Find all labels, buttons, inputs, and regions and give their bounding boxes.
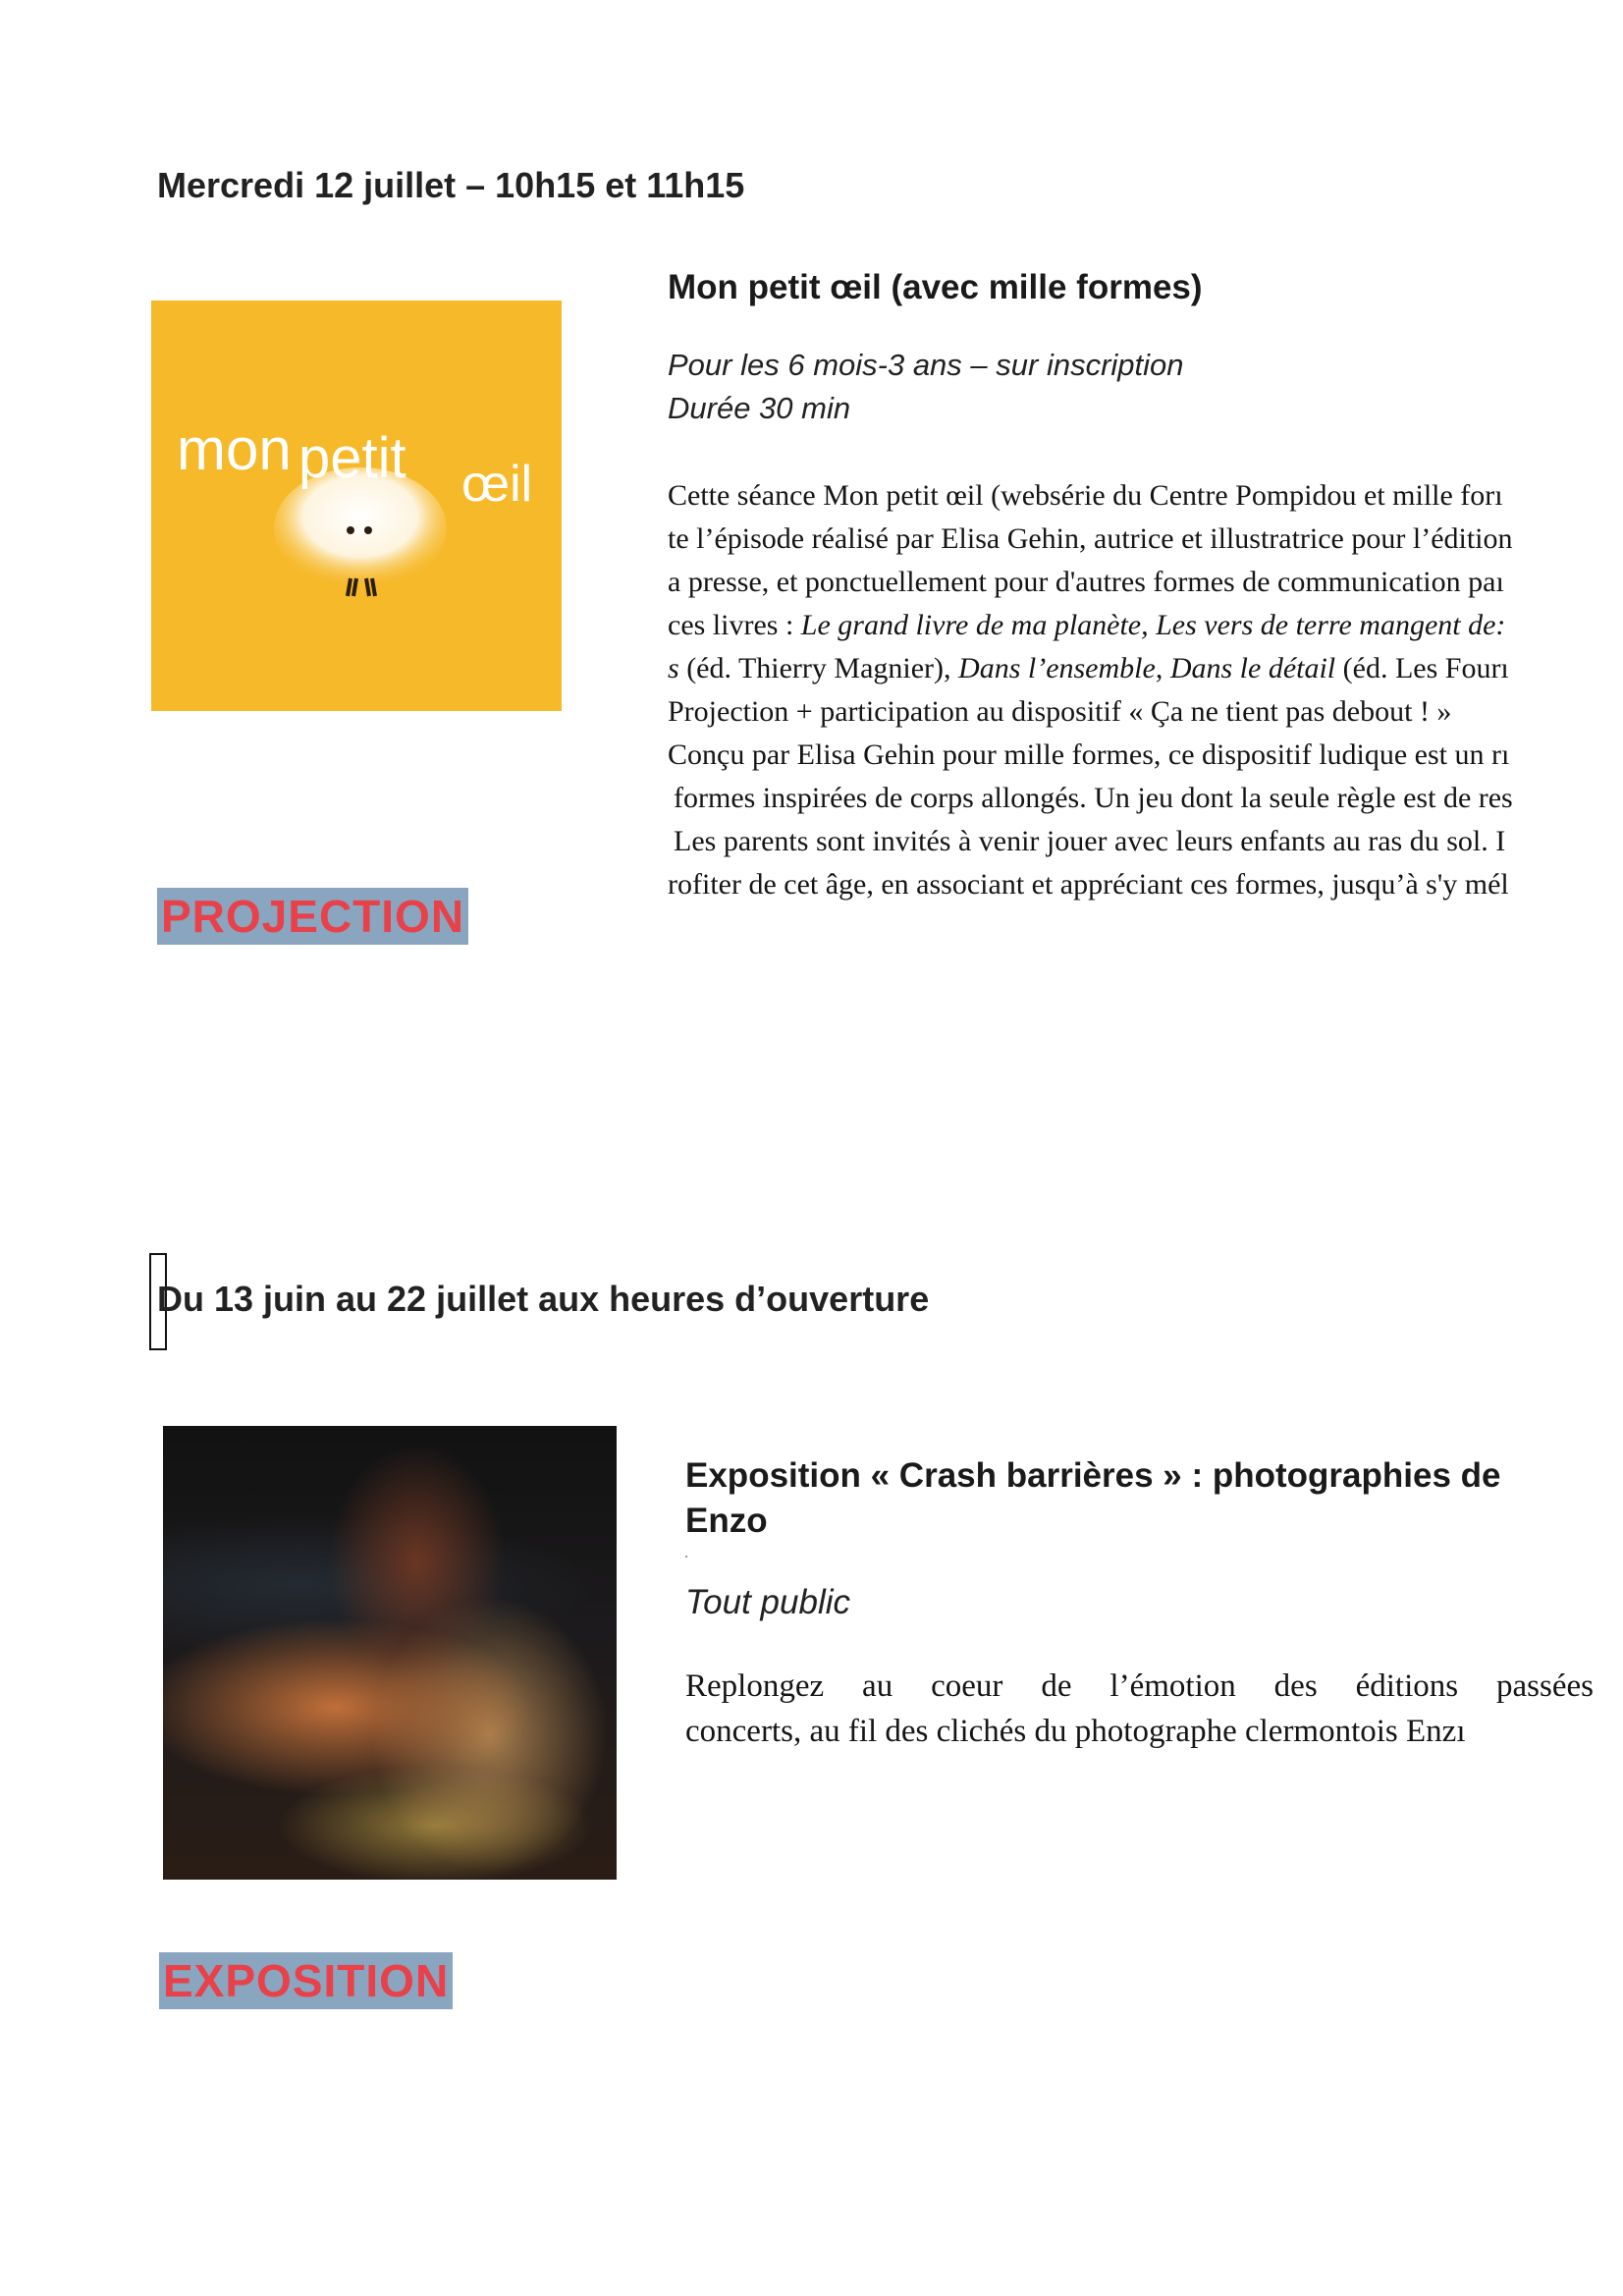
event1-desc-line: Cette séance Mon petit œil (websérie du Centre Pompidou et mille forı xyxy=(668,479,1503,512)
event1-desc-line: Projection + participation au dispositif « Ça ne tient pas debout ! » xyxy=(668,695,1452,728)
event1-desc-line: a presse, et ponctuellement pour d'autres formes de communication paı xyxy=(668,566,1504,598)
logo-artwork xyxy=(151,301,562,711)
exposition-tag: EXPOSITION xyxy=(159,1952,453,2009)
desc-text: (éd. Les Fourı xyxy=(1335,652,1509,684)
projection-tag: PROJECTION xyxy=(157,888,468,945)
event1-desc-line xyxy=(668,647,1603,690)
event2-description xyxy=(685,1664,1594,1754)
event2-title-line: Exposition « Crash barrières » : photographies de xyxy=(685,1456,1501,1495)
event1-audience: Pour les 6 mois-3 ans – sur inscription xyxy=(668,348,1184,382)
logo-word-petit: petit xyxy=(298,426,406,490)
book-title: Dans le détail xyxy=(1169,652,1336,684)
event1-desc-line: Conçu par Elisa Gehin pour mille formes, ce dispositif ludique est un rı xyxy=(668,738,1510,771)
event2-desc-line: concerts, au fil des clichés du photographe clermontois Enzı xyxy=(685,1714,1466,1749)
logo-word-mon: mon xyxy=(177,416,292,482)
event1-desc-line xyxy=(668,604,1603,647)
event2-title-line: Enzo xyxy=(685,1502,768,1540)
event2-title xyxy=(685,1453,1608,1544)
event1-duration: Durée 30 min xyxy=(668,391,851,425)
event1-desc-line: formes inspirées de corps allongés. Un jeu dont la seule règle est de res xyxy=(674,782,1513,814)
right-eye xyxy=(364,526,372,534)
event1-desc-line: Les parents sont invités à venir jouer avec leurs enfants au ras du sol. I xyxy=(674,825,1506,857)
mon-petit-oeil-logo xyxy=(151,301,562,711)
event1-desc-line: te l’épisode réalisé par Elisa Gehin, autrice et illustratrice pour l’édition xyxy=(668,522,1513,555)
event2-desc-line: Replongez au coeur de l’émotion des éditions passées xyxy=(685,1668,1594,1704)
left-eye xyxy=(347,526,354,534)
desc-text: , xyxy=(1155,652,1170,684)
book-title-fragment: s xyxy=(668,652,679,684)
stray-mark xyxy=(685,1556,687,1558)
event1-title: Mon petit œil (avec mille formes) xyxy=(668,268,1203,306)
event2-audience: Tout public xyxy=(685,1583,850,1621)
concert-photo xyxy=(163,1426,617,1880)
event2-date-heading: Du 13 juin au 22 juillet aux heures d’ouverture xyxy=(157,1279,930,1319)
event1-desc-line: rofiter de cet âge, en associant et appréciant ces formes, jusqu’à s'y mél xyxy=(668,868,1509,901)
book-titles: Le grand livre de ma planète, Les vers de terre mangent de: xyxy=(800,609,1506,641)
logo-word-oeil: œil xyxy=(461,456,533,513)
desc-text: (éd. Thierry Magnier), xyxy=(678,652,959,684)
desc-text: ces livres : xyxy=(668,609,801,641)
event1-description xyxy=(668,474,1603,906)
book-title: Dans l’ensemble xyxy=(958,652,1156,684)
event1-date-heading: Mercredi 12 juillet – 10h15 et 11h15 xyxy=(157,165,745,205)
